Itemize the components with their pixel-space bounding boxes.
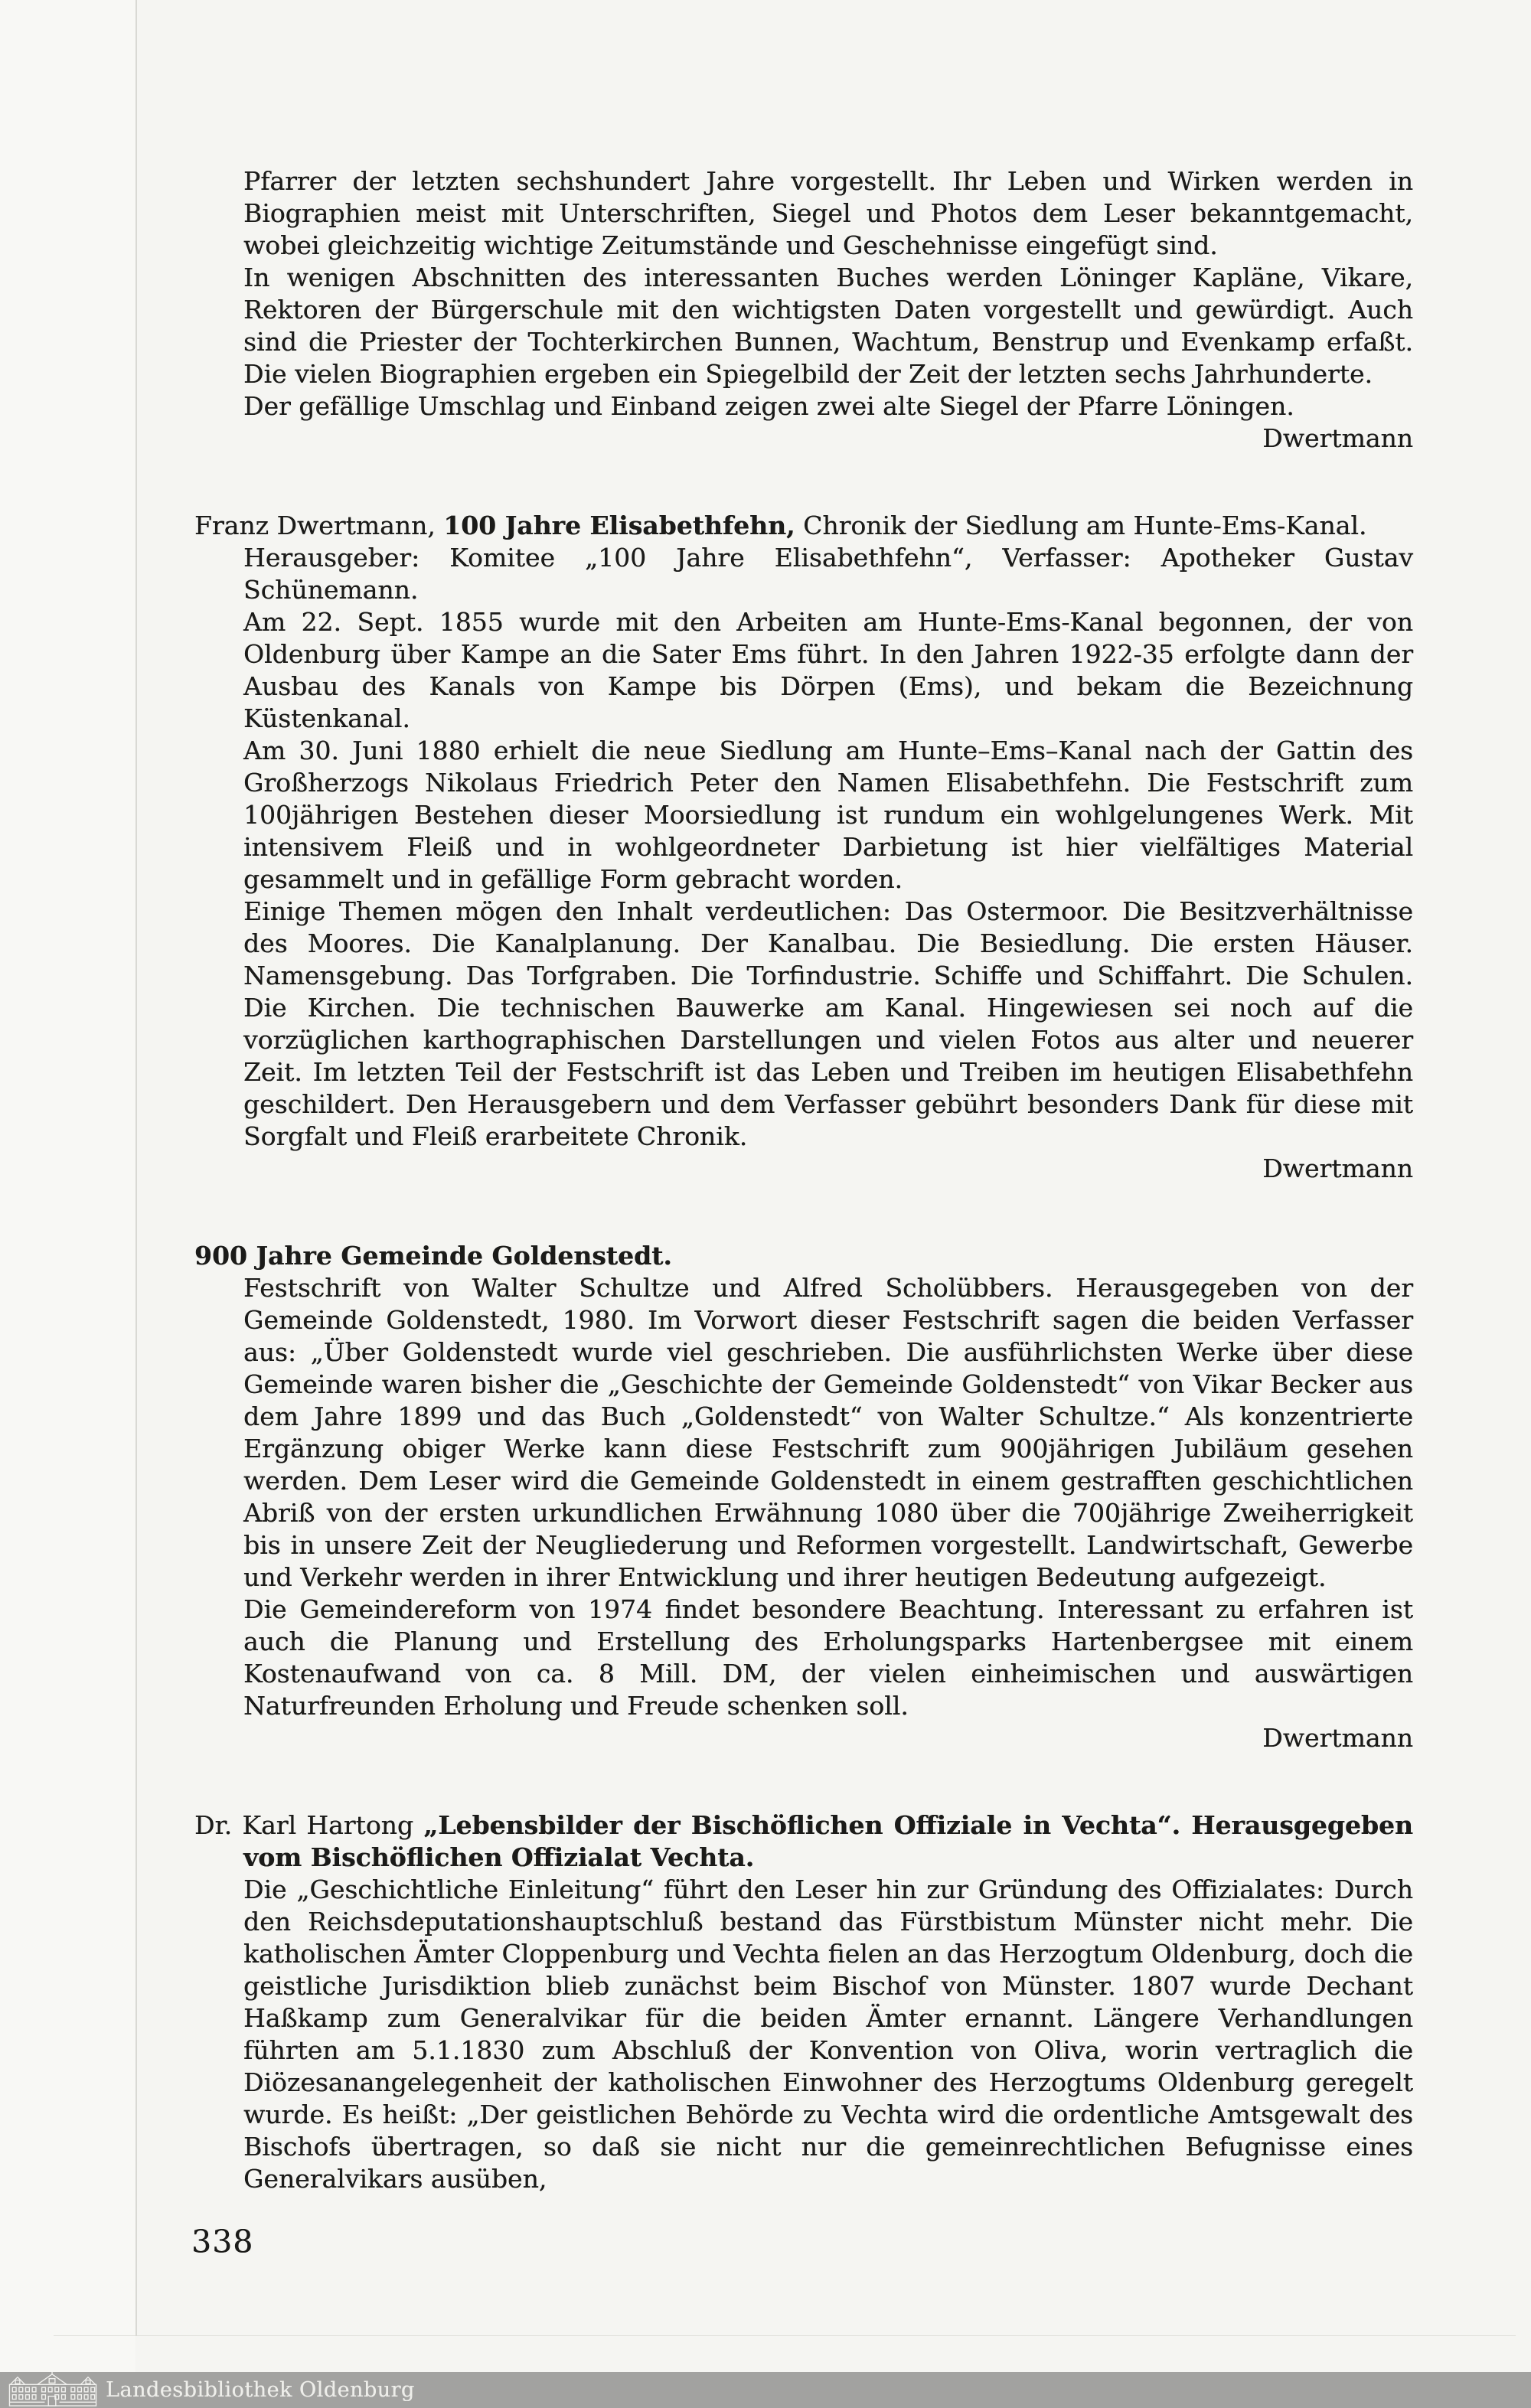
text-block (191, 165, 1413, 2260)
paragraph: Am 30. Juni 1880 erhielt die neue Siedlung am Hunte–Ems–Kanal nach der Gattin des Großherzogs Nikolaus Friedrich Peter den Namen Elisabethfehn. Die Festschrift zum 100jährigen Bestehen dieser Moorsiedlung ist rundum ein wohlgelungenes Werk. Mit intensivem Fleiß und in wohlgeordneter Darbietung ist hier vielfältiges Material gesammelt und in gefällige Form gebracht worden. (243, 736, 1413, 894)
paragraph: Der gefällige Umschlag und Einband zeigen zwei alte Siegel der Pfarre Löningen. (243, 391, 1294, 421)
paragraph: Am 22. Sept. 1855 wurde mit den Arbeiten am Hunte-Ems-Kanal begonnen, der von Oldenburg über Kampe an die Sater Ems führt. In den Jahren 1922-35 erfolgte dann der Ausbau des Kanals von Kampe bis Dörpen (Ems), und bekam die Bezeichnung Küstenkanal. (243, 607, 1413, 733)
review-section-vechta (194, 1809, 1413, 2195)
library-building-icon (6, 2372, 100, 2407)
reviewer-signature: Dwertmann (1262, 1153, 1413, 1183)
page-edge-line (135, 0, 137, 2336)
paragraph: Herausgeber: Komitee „100 Jahre Elisabethfehn“, Verfasser: Apotheker Gustav Schünemann. (243, 543, 1413, 605)
library-name-label: Landesbibliothek Oldenburg (106, 2378, 415, 2402)
paragraph: Die Gemeindereform von 1974 findet besondere Beachtung. Interessant zu erfahren ist auch die Planung und Erstellung des Erholungsparks Hartenbergsee mit einem Kostenaufwand von ca. 8 Mill. DM, der vielen einheimischen und auswärtigen Naturfreunden Erholung und Freude schenken soll. (243, 1594, 1413, 1721)
library-stamp-bar (0, 2372, 1531, 2408)
review-section-goldenstedt (194, 1240, 1413, 1754)
entry-heading (194, 510, 1413, 542)
review-section-loeningen-continuation (243, 165, 1413, 455)
paragraph: Pfarrer der letzten sechshundert Jahre vorgestellt. Ihr Leben und Wirken werden in Biographien meist mit Unterschriften, Siegel und Photos dem Leser bekanntgemacht, wobei gleichzeitig wichtige Zeitumstände und Geschehnisse eingefügt sind. (243, 166, 1413, 260)
paragraph: In wenigen Abschnitten des interessanten Buches werden Löninger Kapläne, Vikare, Rektoren der Bürgerschule mit den wichtigsten Daten vorgestellt und gewürdigt. Auch sind die Priester der Tochterkirchen Bunnen, Wachtum, Benstrup und Evenkamp erfaßt. Die vielen Biographien ergeben ein Spiegelbild der Zeit der letzten sechs Jahrhunderte. (243, 263, 1413, 389)
entry-author: Dr. Karl Hartong (194, 1810, 424, 1840)
entry-subtitle: Chronik der Siedlung am Hunte-Ems-Kanal. (795, 511, 1367, 540)
entry-title: 900 Jahre Gemeinde Goldenstedt. (194, 1241, 672, 1271)
paragraph: Einige Themen mögen den Inhalt verdeutlichen: Das Ostermoor. Die Besitzverhältnisse des Moores. Die Kanalplanung. Der Kanalbau. Die Besiedlung. Die ersten Häuser. Namensgebung. Das Torfgraben. Die Torfindustrie. Schiffe und Schiffahrt. Die Schulen. Die Kirchen. Die technischen Bauwerke am Kanal. Hingewiesen sei noch auf die vorzüglichen karthographischen Darstellungen und vielen Fotos aus alter und neuerer Zeit. Im letzten Teil der Festschrift ist das Leben und Treiben im heutigen Elisabethfehn geschildert. Den Herausgebern und dem Verfasser gebührt besonders Dank für diese mit Sorgfalt und Fleiß erarbeitete Chronik. (243, 896, 1413, 1151)
page-number: 338 (191, 2224, 254, 2260)
entry-title: „Lebensbilder der Bischöflichen Offiziale in Vechta“. Herausgegeben vom Bischöflichen Offizialat Vechta. (243, 1810, 1413, 1872)
review-section-elisabethfehn (194, 510, 1413, 1185)
paragraph: Festschrift von Walter Schultze und Alfred Scholübbers. Herausgegeben von der Gemeinde Goldenstedt, 1980. Im Vorwort dieser Festschrift sagen die beiden Verfasser aus: „Über Goldenstedt wurde viel geschrieben. Die ausführlichsten Werke über diese Gemeinde waren bisher die „Geschichte der Gemeinde Goldenstedt“ von Vikar Becker aus dem Jahre 1899 und das Buch „Goldenstedt“ von Walter Schultze.“ Als konzentrierte Ergänzung obiger Werke kann diese Festschrift zum 900jährigen Jubiläum gesehen werden. Dem Leser wird die Gemeinde Goldenstedt in einem gestrafften geschichtlichen Abriß von der ersten urkundlichen Erwähnung 1080 über die 700jährige Zweiherrigkeit bis in unsere Zeit der Neugliederung und Reformen vorgestellt. Landwirtschaft, Gewerbe und Verkehr werden in ihrer Entwicklung und ihrer heutigen Bedeutung aufgezeigt. (243, 1273, 1413, 1592)
entry-heading (194, 1240, 1413, 1272)
entry-heading (194, 1809, 1413, 1874)
paragraph: Die „Geschichtliche Einleitung“ führt den Leser hin zur Gründung des Offizialates: Durch den Reichsdeputationshauptschluß bestand das Fürstbistum Münster nicht mehr. Die katholischen Ämter Cloppenburg und Vechta fielen an das Herzogtum Oldenburg, doch die geistliche Jurisdiktion blieb zunächst beim Bischof von Münster. 1807 wurde Dechant Haßkamp zum Generalvikar für die beiden Ämter ernannt. Längere Verhandlungen führten am 5.1.1830 zum Abschluß der Konvention von Oliva, worin vertraglich die Diözesanangelegenheit der katholischen Einwohner des Herzogtums Oldenburg geregelt wurde. Es heißt: „Der geistlichen Behörde zu Vechta wird die ordentliche Amtsgewalt des Bischofs übertragen, so daß sie nicht nur die gemeinrechtlichen Befugnisse eines Generalvikars ausüben, (243, 1875, 1413, 2194)
reviewer-signature: Dwertmann (1262, 423, 1413, 453)
entry-title: 100 Jahre Elisabethfehn, (443, 511, 795, 540)
scan-left-margin (0, 0, 135, 2408)
reviewer-signature: Dwertmann (1262, 1723, 1413, 1753)
entry-author: Franz Dwertmann, (194, 511, 444, 540)
page-bottom-edge-line (54, 2335, 1516, 2336)
